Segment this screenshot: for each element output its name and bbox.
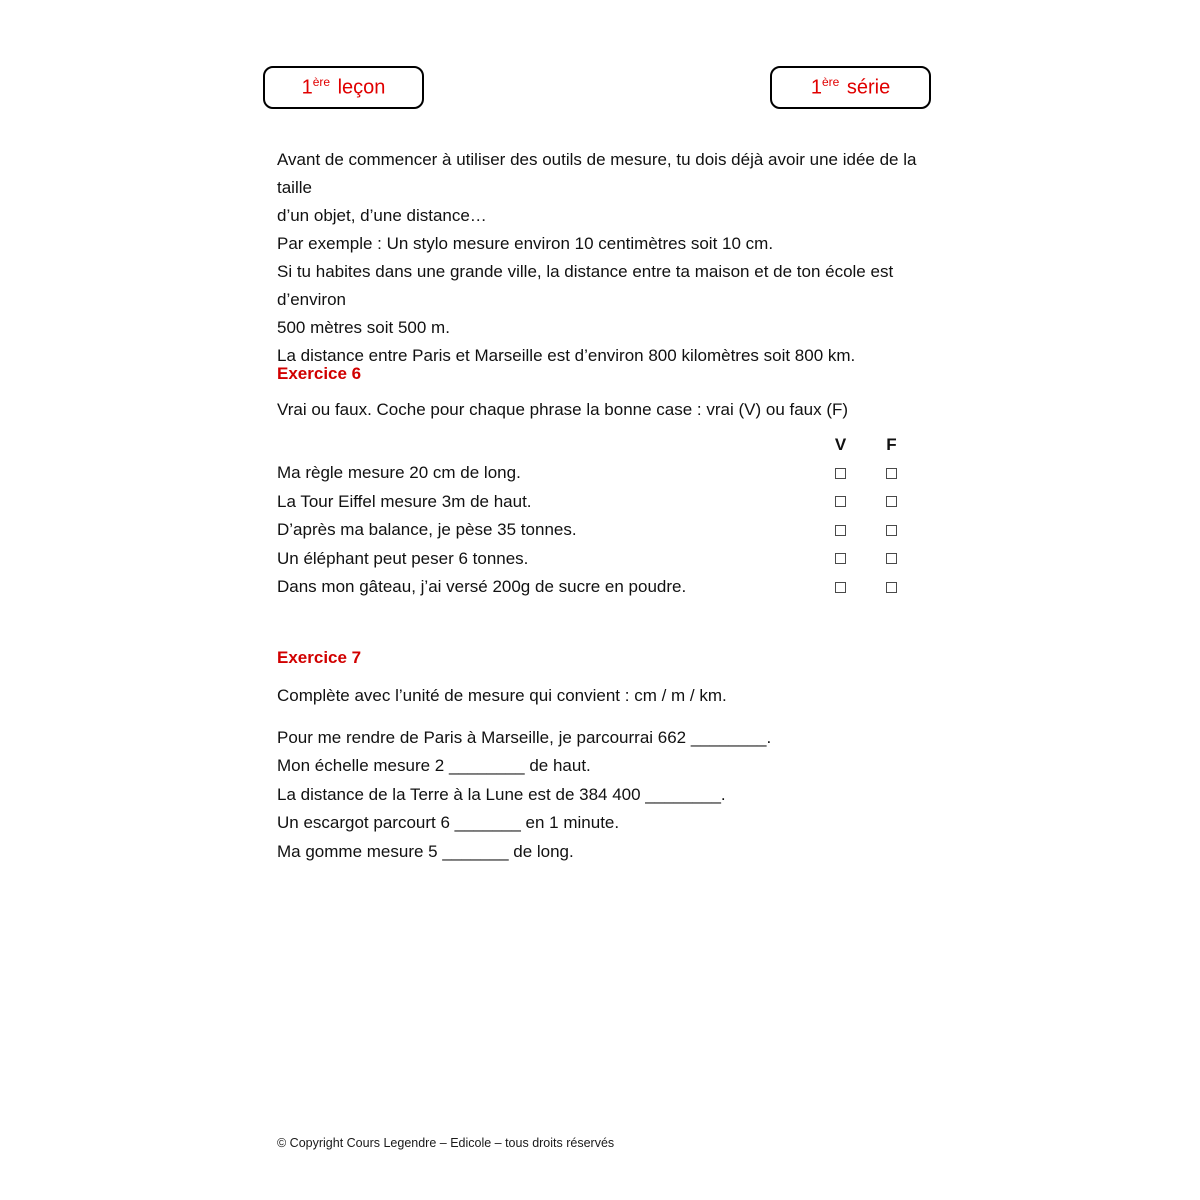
fill-in-line: Mon échelle mesure 2 ________ de haut.: [277, 756, 591, 776]
lesson-badge: [263, 66, 424, 109]
checkbox-vrai[interactable]: [835, 525, 846, 536]
checkbox-vrai[interactable]: [835, 468, 846, 479]
checkbox-faux[interactable]: [886, 525, 897, 536]
fill-in-line: Ma gomme mesure 5 _______ de long.: [277, 841, 574, 861]
faux-cell: [866, 582, 917, 593]
checkbox-vrai[interactable]: [835, 582, 846, 593]
vrai-cell: [815, 525, 866, 536]
exercise7-instruction: Complète avec l’unité de mesure qui convient : cm / m / km.: [277, 686, 727, 705]
copyright-footer: © Copyright Cours Legendre – Edicole – tous droits réservés: [277, 1136, 615, 1150]
checkbox-faux[interactable]: [886, 553, 897, 564]
vrai-cell: [815, 553, 866, 564]
fill-in-line: Pour me rendre de Paris à Marseille, je parcourrai 662 ________.: [277, 728, 772, 747]
table-row: [277, 459, 917, 488]
statement-text: Un éléphant peut peser 6 tonnes.: [277, 548, 529, 568]
table-row: [277, 488, 917, 517]
statement-text: Dans mon gâteau, j’ai versé 200g de sucre en poudre.: [277, 577, 687, 597]
lesson-badge-text: 1ère leçon: [301, 75, 386, 99]
statement-text: D’après ma balance, je pèse 35 tonnes.: [277, 520, 577, 540]
column-header-faux: F: [886, 434, 897, 454]
fill-in-line: La distance de la Terre à la Lune est de 384 400 ________.: [277, 784, 726, 804]
checkbox-faux[interactable]: [886, 582, 897, 593]
intro-line: Par exemple : Un stylo mesure environ 10 centimètres soit 10 cm.: [277, 234, 774, 253]
vrai-cell: [815, 496, 866, 507]
table-row: [277, 573, 917, 602]
intro-line: La distance entre Paris et Marseille est d’environ 800 kilomètres soit 800 km.: [277, 346, 856, 365]
column-header-vrai: V: [834, 434, 847, 454]
exercise6-table: [277, 430, 917, 602]
table-header-row: [277, 430, 917, 459]
intro-line: Avant de commencer à utiliser des outils de mesure, tu dois déjà avoir une idée de la taille: [277, 150, 917, 197]
series-badge-text: 1ère série: [810, 75, 891, 99]
checkbox-faux[interactable]: [886, 468, 897, 479]
faux-cell: [866, 553, 917, 564]
exercise6-heading: Exercice 6: [277, 364, 362, 383]
exercise7-fill-in-lines: [277, 724, 927, 866]
vrai-cell: [815, 582, 866, 593]
intro-line: Si tu habites dans une grande ville, la distance entre ta maison et de ton école est d’environ: [277, 262, 894, 309]
checkbox-faux[interactable]: [886, 496, 897, 507]
faux-cell: [866, 496, 917, 507]
intro-line: 500 mètres soit 500 m.: [277, 318, 450, 337]
checkbox-vrai[interactable]: [835, 553, 846, 564]
statement-text: La Tour Eiffel mesure 3m de haut.: [277, 491, 532, 511]
intro-paragraph: [277, 146, 927, 370]
exercise6-instruction: Vrai ou faux. Coche pour chaque phrase la bonne case : vrai (V) ou faux (F): [277, 400, 849, 419]
checkbox-vrai[interactable]: [835, 496, 846, 507]
exercise7-heading: Exercice 7: [277, 648, 362, 667]
faux-cell: [866, 525, 917, 536]
series-badge: [770, 66, 931, 109]
fill-in-line: Un escargot parcourt 6 _______ en 1 minute.: [277, 813, 620, 833]
vrai-cell: [815, 468, 866, 479]
intro-line: d’un objet, d’une distance…: [277, 206, 487, 225]
table-row: [277, 545, 917, 574]
faux-cell: [866, 468, 917, 479]
table-row: [277, 516, 917, 545]
statement-text: Ma règle mesure 20 cm de long.: [277, 463, 521, 483]
